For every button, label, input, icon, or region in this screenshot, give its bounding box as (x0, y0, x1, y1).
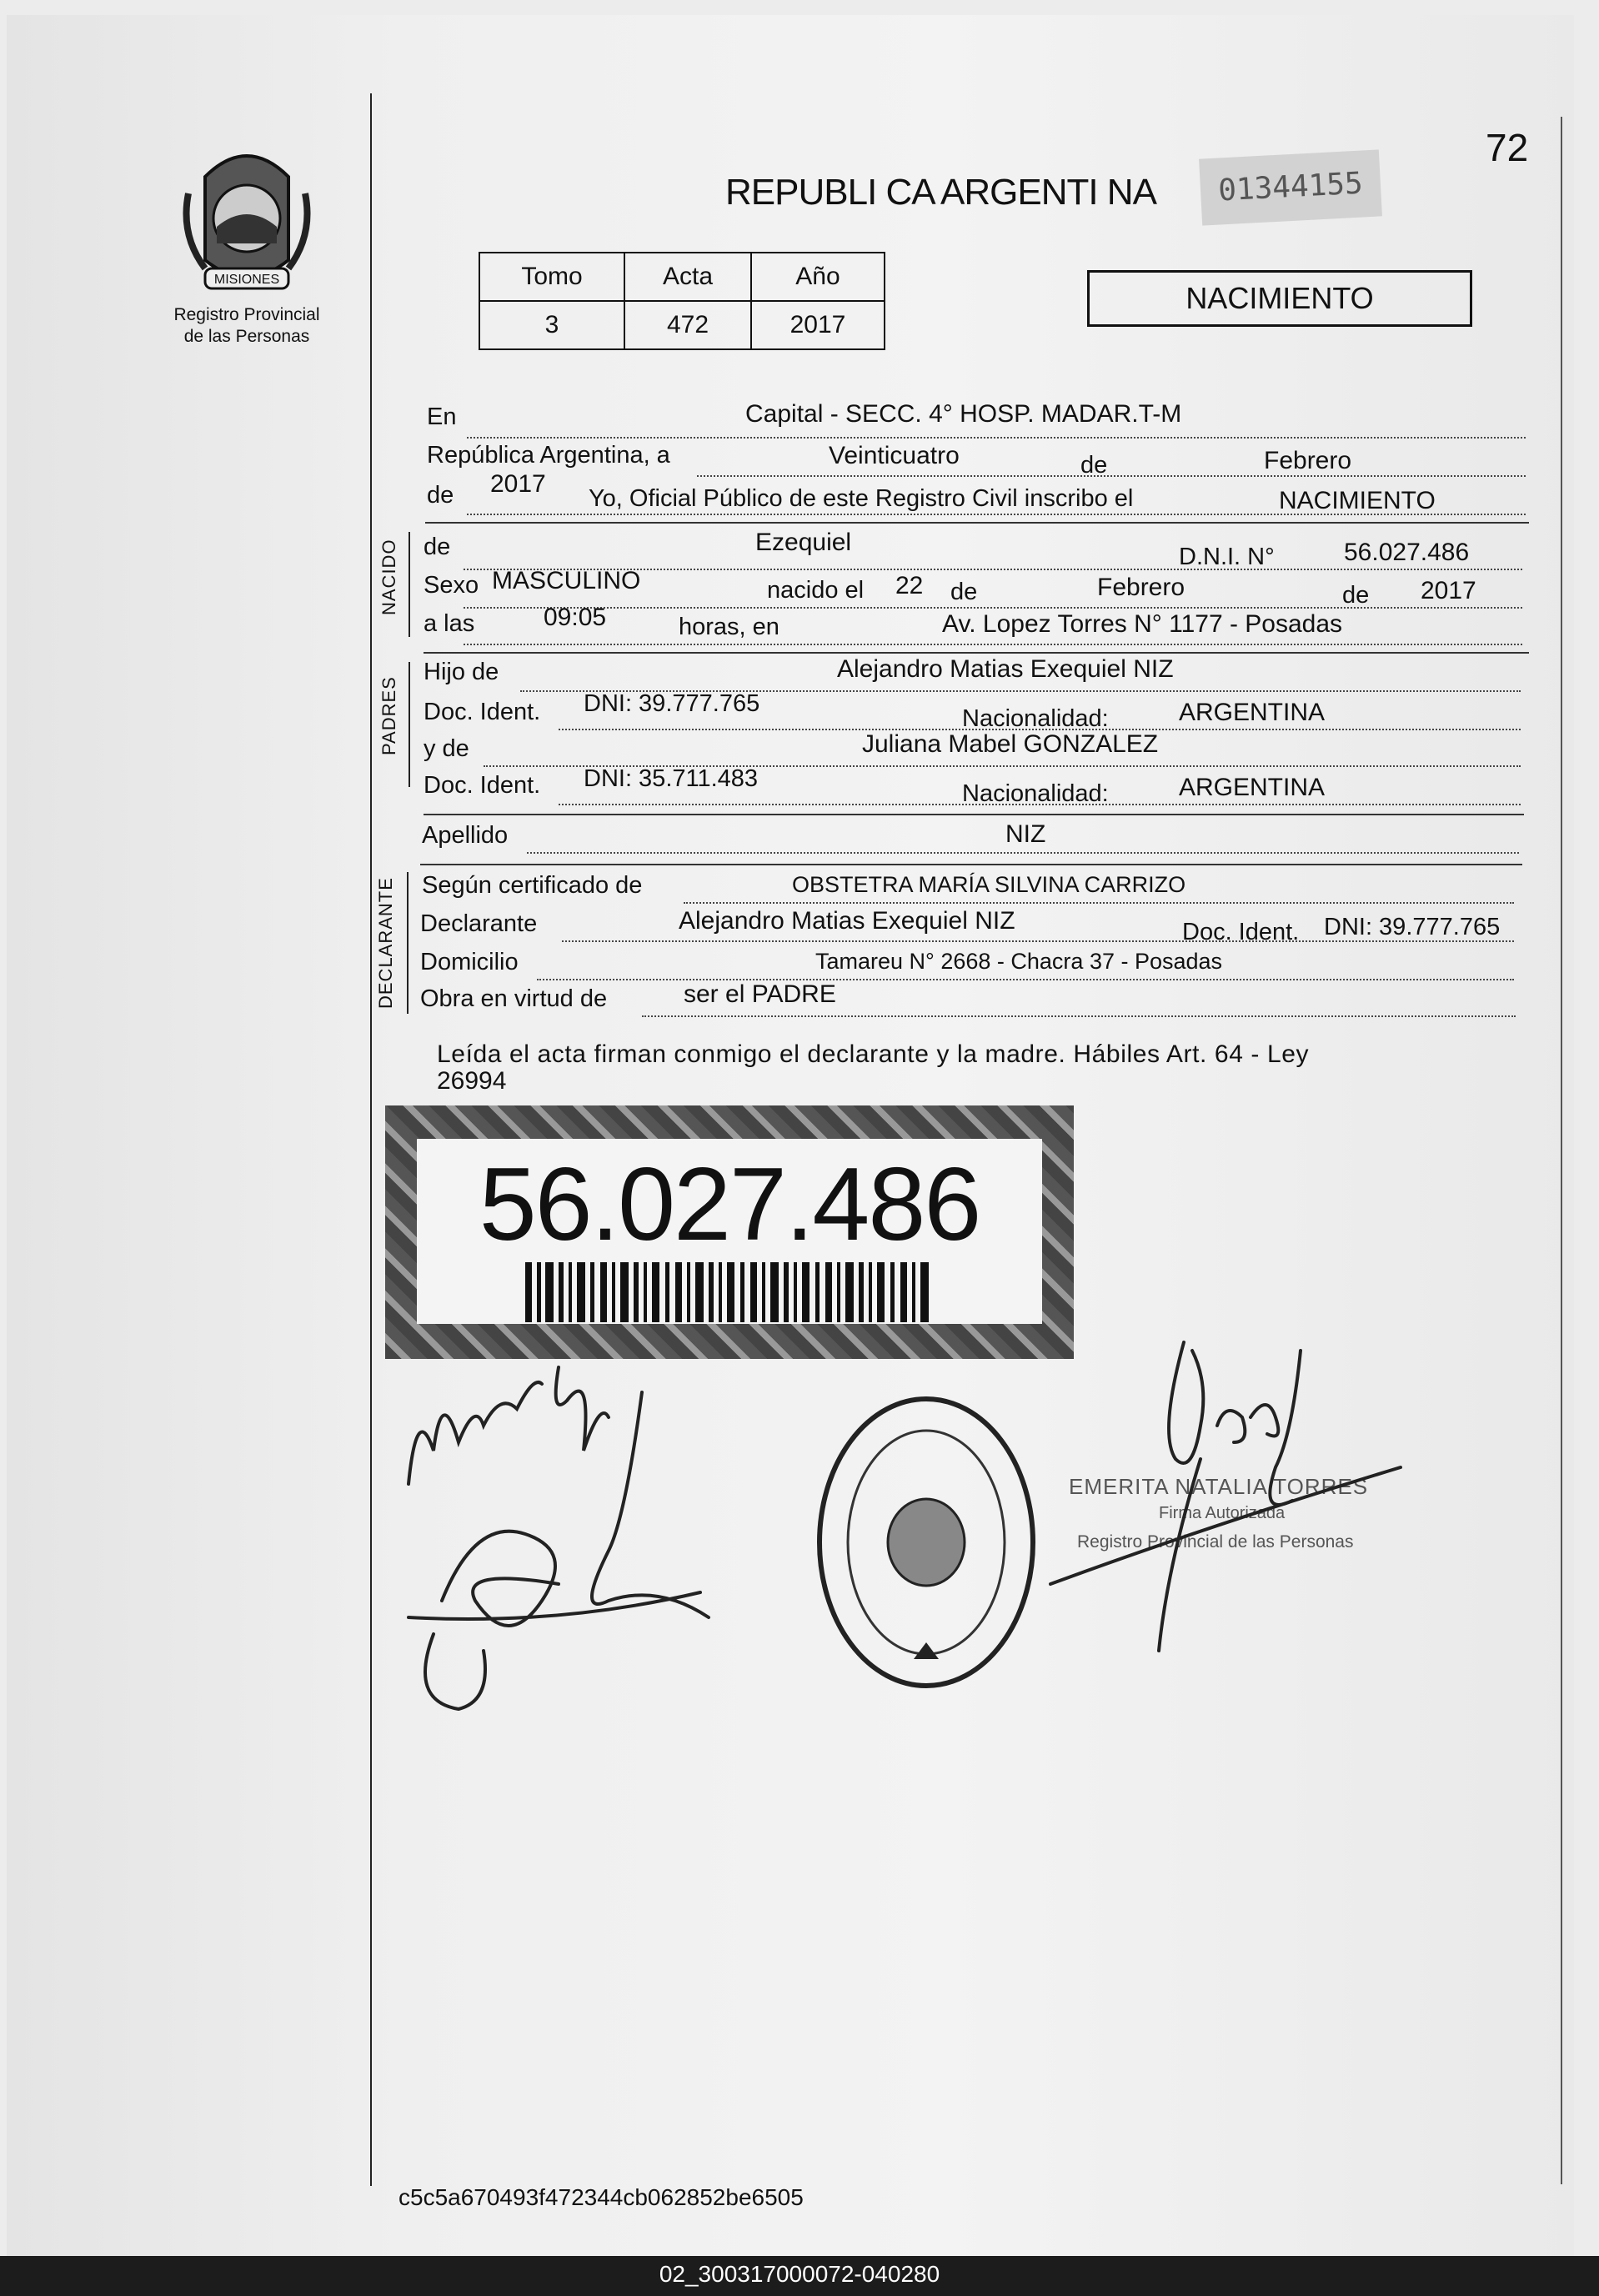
stamp-role: Firma Autorizada (1159, 1504, 1286, 1522)
horas-label: horas, en (679, 614, 779, 640)
y-de-label: y de (424, 735, 469, 762)
page-number: 72 (1486, 126, 1529, 169)
declarante-value: Alejandro Matias Exequiel NIZ (679, 907, 1015, 935)
padres-bracket (409, 662, 410, 787)
child-name-value: Ezequiel (755, 529, 852, 556)
declarante-line2 (562, 940, 1514, 942)
birth-de-label2: de (1342, 582, 1370, 609)
table-value-ano: 2017 (751, 301, 885, 349)
de2-label: de (427, 482, 454, 509)
obra-label: Obra en virtud de (420, 985, 608, 1012)
padres-section-label: PADRES (378, 676, 399, 755)
hijo-de-label: Hijo de (424, 659, 499, 685)
record-type-box: NACIMIENTO (1087, 270, 1472, 327)
nacido-line2 (464, 607, 1522, 609)
en-line (467, 437, 1526, 439)
padres-line4 (559, 804, 1521, 805)
barcode-icon (525, 1262, 934, 1322)
right-margin-line (1561, 117, 1562, 2184)
footer-code: 02_300317000072-040280 (659, 2261, 940, 2287)
document-hash: c5c5a670493f472344cb062852be6505 (398, 2184, 804, 2210)
registry-name-line2: de las Personas (183, 327, 310, 346)
mother-name-value: Juliana Mabel GONZALEZ (862, 730, 1159, 758)
divider-nacido (424, 652, 1529, 654)
table-header-ano: Año (751, 253, 885, 301)
officer-signature-icon (1042, 1334, 1409, 1659)
stamp-name: EMERITA NATALIA TORRES (1069, 1474, 1369, 1499)
father-doc-value: DNI: 39.777.765 (584, 690, 760, 717)
declarante-line1 (684, 902, 1514, 904)
apellido-value: NIZ (1005, 820, 1046, 848)
divider-apellido (420, 864, 1522, 865)
republica-label: República Argentina, a (427, 442, 670, 469)
registry-name-line1: Registro Provincial (173, 305, 320, 324)
nacido-el-label: nacido el (767, 577, 865, 604)
nacido-bracket (409, 532, 410, 637)
de-label: de (1080, 452, 1108, 479)
table-header-tomo: Tomo (479, 253, 624, 301)
declarante-line4 (642, 1015, 1516, 1017)
apellido-line (527, 852, 1519, 854)
svg-text:MISIONES: MISIONES (213, 273, 280, 287)
declarante-section-label: DECLARANTE (375, 877, 396, 1009)
oficial-text: Yo, Oficial Público de este Registro Civil inscribo el (589, 485, 1134, 512)
declarant-signature-icon (392, 1351, 725, 1717)
birth-year-value: 2017 (1421, 577, 1476, 604)
mother-doc-value: DNI: 35.711.483 (584, 765, 759, 792)
table-value-acta: 472 (624, 301, 751, 349)
left-margin-line (370, 93, 372, 2186)
stamp-org: Registro Provincial de las Personas (1077, 1532, 1354, 1552)
nacido-section-label: NACIDO (378, 539, 399, 615)
dni-sticker-inner (417, 1139, 1042, 1324)
apellido-label: Apellido (422, 822, 509, 849)
a-las-label: a las (424, 610, 475, 637)
registry-seal-icon (814, 1392, 1039, 1692)
year-value: 2017 (490, 470, 546, 498)
dni-sticker (385, 1105, 1074, 1359)
day-value: Veinticuatro (829, 442, 960, 469)
obra-value: ser el PADRE (684, 980, 836, 1008)
republica-line (697, 475, 1526, 477)
table-value-tomo: 3 (479, 301, 624, 349)
en-label: En (427, 404, 457, 430)
sexo-value: MASCULINO (492, 567, 641, 594)
sexo-label: Sexo (424, 572, 479, 599)
mother-doc-label: Doc. Ident. (424, 772, 541, 799)
dni-label: D.N.I. N° (1179, 544, 1275, 570)
mother-nat-value: ARGENTINA (1179, 774, 1326, 801)
divider-padres (424, 814, 1524, 815)
inscribo-value: NACIMIENTO (1279, 487, 1436, 514)
dni-sticker-number: 56.027.486 (479, 1147, 980, 1262)
birth-day-value: 22 (895, 572, 924, 599)
serial-number: 01344155 (1199, 149, 1382, 225)
time-value: 09:05 (544, 604, 607, 631)
father-nat-label: Nacionalidad: (962, 705, 1109, 732)
father-doc-label: Doc. Ident. (424, 699, 541, 725)
declarante-label: Declarante (420, 910, 538, 937)
country-title: REPUBLI CA ARGENTI NA (725, 172, 1156, 213)
child-dni-value: 56.027.486 (1344, 539, 1470, 566)
domicilio-value: Tamareu N° 2668 - Chacra 37 - Posadas (815, 949, 1223, 974)
nacido-line3 (464, 644, 1522, 645)
domicilio-label: Domicilio (420, 949, 519, 975)
nacido-de-label: de (424, 534, 451, 560)
father-nat-value: ARGENTINA (1179, 699, 1326, 726)
birth-month-value: Febrero (1097, 574, 1185, 601)
mother-nat-label: Nacionalidad: (962, 780, 1109, 807)
birth-de-label: de (950, 579, 978, 605)
declarante-doc-label: Doc. Ident. (1182, 919, 1300, 945)
divider-intro (425, 522, 1529, 524)
declarante-bracket (407, 872, 409, 1014)
en-value: Capital - SECC. 4° HOSP. MADAR.T-M (745, 400, 1182, 428)
province-coat-of-arms-icon (180, 143, 313, 298)
registry-table (479, 252, 885, 350)
certificado-label: Según certificado de (422, 872, 643, 899)
place-value: Av. Lopez Torres N° 1177 - Posadas (942, 610, 1343, 638)
declarante-doc-value: DNI: 39.777.765 (1324, 914, 1501, 940)
table-header-acta: Acta (624, 253, 751, 301)
father-name-value: Alejandro Matias Exequiel NIZ (837, 655, 1174, 683)
closing-text-line2: 26994 (437, 1067, 507, 1095)
closing-text-line1: Leída el acta firman conmigo el declarante y la madre. Hábiles Art. 64 - Ley (437, 1040, 1310, 1068)
month-value: Febrero (1264, 447, 1352, 474)
certificado-value: OBSTETRA MARÍA SILVINA CARRIZO (792, 872, 1186, 897)
